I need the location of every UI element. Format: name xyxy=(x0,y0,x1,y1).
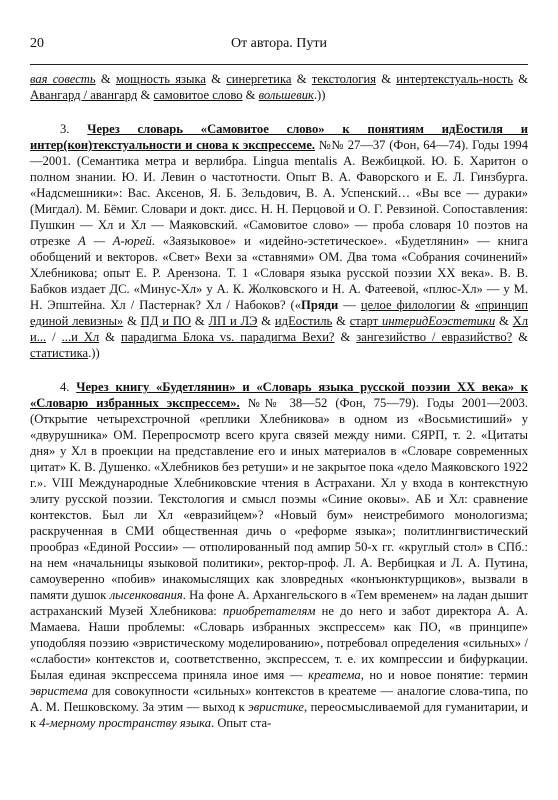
section-3-heading: Через словарь «Самовитое слово» к понятиям идЕостиля и интер(кон)текстуальности и снова к экспрессеме. xyxy=(30,122,529,152)
continued-paragraph: вая совесть & мощность языка & синергетика & текстология & интертекстуаль-ность & Авангард / авангард & самовитое слово & вольшевик.)) xyxy=(30,72,529,102)
section-4-paragraph: 4. Через книгу «Будетлянин» и «Словарь языка русской поэзии XX века» к «Словарю избранных экспрессем». №№ 38—52 (Фон, 75—79). Годы 2001—2003. (Открытие четырехстрочной «реплики Хлебникова» в одном из «Восьмистиший» у «двурушника» ОМ. Перепросмотр всего круга связей между ними. СЯРП, т. 2. «Цитаты дня» у Хл в проекции на представление его и иных материалов в «Словаре современных цитат» К. В. Душенко. «Хлебников без ретуши» и не закрытое пока «дело Маяковского 1922 г.». VIII Международные Хлебниковские чтения в Астрахани. Хл у входа в контекстную элиту русской поэзии. Текстология и смысл поэмы «Синие оковы». АБ и Хл: сравнение контекстов. Был ли Хл «евразийцем»? «Новый бум» неистребимого монологизма; раскрученная в СМИ общественная дичь о «реформе языка»; политлингвистический прообраз «Единой России» — отполированный под ампир 50-х гг. «круглый стол» в СПб.: на нем «начальницы языковой политики», ректор-проф. Л. А. Вербицкая и Л. А. Путина, самоуверенно «побив» инакомыслящих как зловредных «конъюнктурщиков», вызвали в памяти душок лысенкования. На фоне А. Архангельского в «Тем временем» на ладан дышит астраханский Музей Хлебникова: приобретателям не до него и забот директора А. А. Мамаева. Наши проблемы: «Словарь избранных экспрессем» как ПО, «в принципе» уподобляя поэзию «эвристическому моделированию», потребовал определения «сильных» / «слабости» контекстов и, соответственно, экспрессем, т. е. их компрессии и бифуркации. Былая единая экспрессема приняла иное имя — креатема, но и новое понятие: термин эвристема для совокупности «сильных» контекстов в креатеме — аналогие слова-типа, по А. М. Пешковскому. За этим — выход к эвристике, переосмысливаемой для гуманитарии, и к 4-мерному пространству языка. Опыт ста- xyxy=(30,380,529,730)
header-rule xyxy=(30,64,528,65)
page-number: 20 xyxy=(30,36,44,51)
page-body xyxy=(30,71,528,731)
running-head: От автора. Пути xyxy=(230,36,328,51)
section-3-paragraph: 3. Через словарь «Самовитое слово» к понятиям идЕостиля и интер(кон)текстуальности и снова к экспрессеме. №№ 27—37 (Фон, 64—74). Годы 1994—2001. (Семантика метра и верлибра. Lingua mentalis А. Вежбицкой. Ю. Б. Харитон о полном знании. Ю. И. Левин о частотности. Опыт В. А. Фаворского и Е. Л. Гинзбурга. «Надсмешники»: Вас. Аксенов, Я. Б. Зельдович, В. А. Успенский… «Вы все — дураки» (Мигдал). М. Бёмиг. Словари и докт. дисс. Н. Н. Перцовой и О. Г. Ревзиной. Сопоставления: Пушкин — Хл и Хл — Маяковский. «Самовитое слово» — проба словаря 10 поэтов на отрезке А — А-юрей. «Заязыковое» и «идейно-эстетическое». «Будетлянин» — книга обобщений и векторов. «Свет» Вехи за «ставнями» ОМ. Два тома «Собрания сочинений» Хлебникова; опыт Е. Р. Арензона. Т. 1 «Словаря языка русской поэзии XX века». В. В. Бабков издает ДС. «Минус-Хл» у А. К. Жолковского и Н. А. Фатеевой, «плюс-Хл» — у М. Н. Эпштейна. Хл / Пастернак? Хл / Набоков? («Пряди — целое филологии & «принцип единой левизны» & ПД и ПО & ЛП и ЛЭ & идЕостиль & старт интеридЕоэстетики & Хл и... / ...и Хл & парадигма Блока vs. парадигма Вехи? & зангезийство / евразийство? & статистика.)) xyxy=(30,122,529,360)
section-4-heading: Через книгу «Будетлянин» и «Словарь языка русской поэзии XX века» к «Словарю избранных экспрессем». xyxy=(30,380,529,410)
page-header xyxy=(30,30,528,54)
